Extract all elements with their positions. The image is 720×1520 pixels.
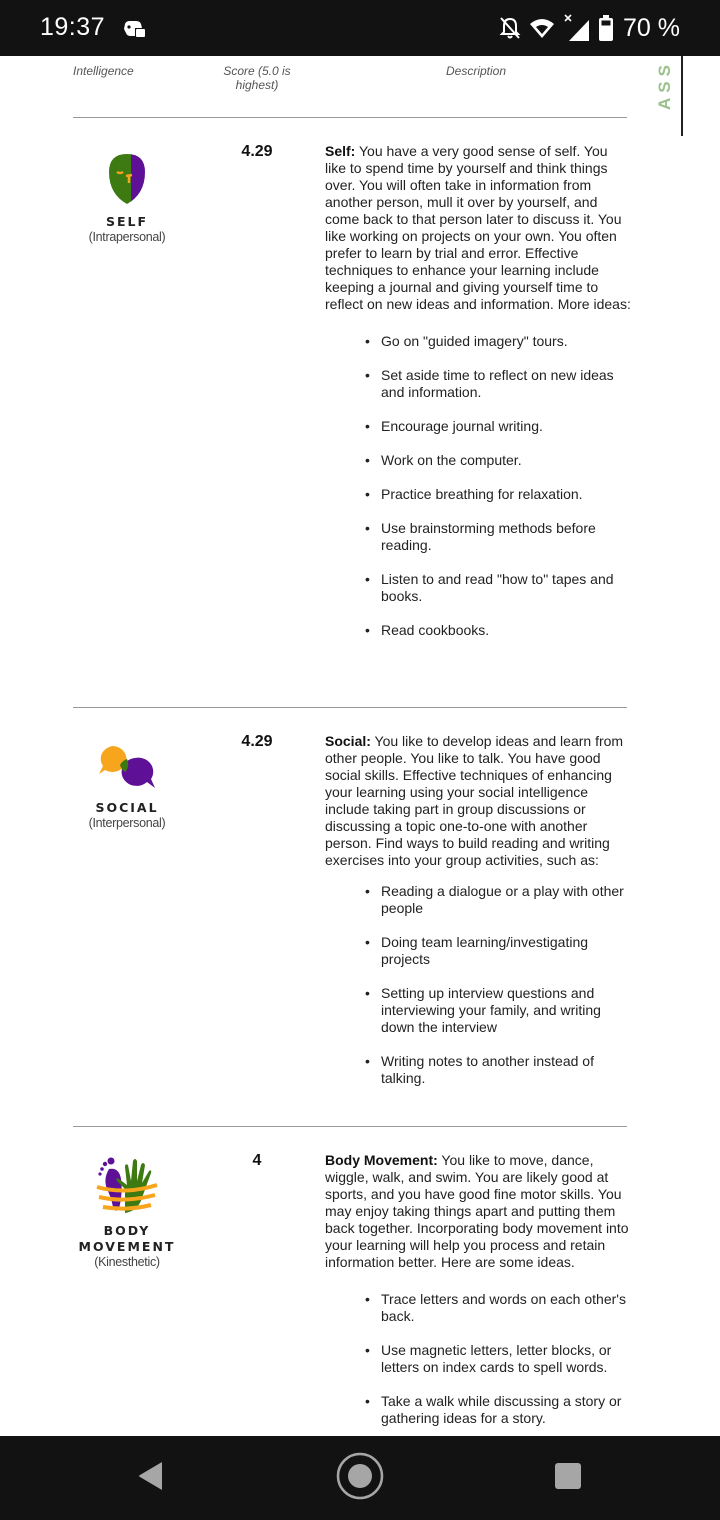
description-title: Body Movement:: [325, 1152, 438, 1168]
header-intelligence: Intelligence: [73, 64, 134, 78]
description-text: Self: You have a very good sense of self. You like to spend time by yourself and think things over. You will often take in information from another person, mull it over by yourself, and come back to that person later to discuss it. You like working on projects on your own. You often prefer to learn by trial and error. Effective techniques to enhance your learning include keeping a journal and giving yourself time to reflect on new ideas and information. More ideas:: [325, 143, 631, 312]
list-item: • Set aside time to reflect on new ideas and information.: [365, 367, 631, 401]
list-item: • Use magnetic letters, letter blocks, or letters on index cards to spell words.: [365, 1342, 631, 1376]
list-item: • Go on "guided imagery" tours.: [365, 333, 631, 350]
battery-icon: [599, 15, 613, 41]
intelligence-name: BODY MOVEMENT: [78, 1223, 176, 1254]
list-item: • Encourage journal writing.: [365, 418, 631, 435]
intelligence-subname: (Interpersonal): [88, 816, 166, 830]
mask-icon: [73, 152, 181, 206]
list-item: • Work on the computer.: [365, 452, 631, 469]
status-icons: [499, 12, 680, 44]
description-title: Self:: [325, 143, 356, 159]
status-time: 19:37: [40, 13, 106, 41]
list-item: • Use brainstorming methods before reading.: [365, 520, 631, 554]
ideas-list: [365, 1291, 631, 1427]
score-value: 4: [252, 1152, 262, 1169]
game-controller-icon: [122, 20, 146, 38]
bell-off-icon: [499, 16, 521, 40]
wifi-icon: [529, 17, 555, 39]
intelligence-name: SOCIAL: [95, 800, 159, 815]
intelligence-cell: [73, 744, 181, 830]
description-title: Social:: [325, 733, 371, 749]
signal-no-data-icon: [563, 14, 591, 42]
speech-bubbles-icon: [73, 744, 181, 792]
list-item: • Listen to and read "how to" tapes and books.: [365, 571, 631, 605]
navigation-bar: [0, 1436, 720, 1520]
list-item: • Take a walk while discussing a story or gathering ideas for a story.: [365, 1393, 631, 1427]
intelligence-cell: [73, 152, 181, 244]
list-item: • Read cookbooks.: [365, 622, 631, 639]
status-bar: [0, 0, 720, 56]
ideas-list: [365, 333, 631, 639]
intelligence-cell: [73, 1157, 181, 1269]
side-tab-label: ASS: [655, 60, 674, 110]
description-text: Body Movement: You like to move, dance, wiggle, walk, and swim. You are likely good at sports, and you have good fine motor skills. You may enjoy taking things apart and putting them back together. Incorporating body movement into your learning will help you process and retain information better. Here are some ideas.: [325, 1152, 629, 1270]
table-row-body-movement: [73, 1127, 627, 1436]
back-icon: [138, 1461, 164, 1496]
list-item: • Reading a dialogue or a play with other people: [365, 883, 631, 917]
home-icon: [335, 1451, 385, 1506]
back-button[interactable]: [126, 1456, 176, 1500]
description-cell: [325, 733, 631, 1104]
description-text: Social: You like to develop ideas and learn from other people. You like to talk. You have good social skills. Effective techniques of enhancing your learning using your social intelligence include taking part in group discussions or discussing a topic one-to-one with another person. Find ways to build reading and writing exercises into your group activities, such as:: [325, 733, 624, 868]
table-header: [73, 56, 627, 118]
home-button[interactable]: [335, 1456, 385, 1500]
table-row-social: [73, 708, 627, 1127]
intelligence-name: SELF: [105, 214, 149, 229]
header-score: Score (5.0 is highest): [223, 64, 291, 92]
intelligence-subname: (Kinesthetic): [94, 1255, 160, 1269]
description-cell: [325, 1152, 631, 1436]
battery-percent: 70 %: [623, 13, 680, 42]
recents-icon: [554, 1462, 582, 1495]
list-item: • Writing notes to another instead of talking.: [365, 1053, 631, 1087]
description-cell: [325, 143, 631, 656]
recents-button[interactable]: [543, 1456, 593, 1500]
ideas-list: [365, 883, 631, 1087]
intelligence-subname: (Intrapersonal): [88, 230, 166, 244]
score-value: 4.29: [241, 733, 273, 750]
score-value: 4.29: [241, 143, 273, 160]
page-content[interactable]: [0, 56, 720, 1436]
header-description: Description: [445, 64, 507, 78]
list-item: • Doing team learning/investigating projects: [365, 934, 631, 968]
side-tab[interactable]: [653, 56, 683, 136]
list-item: • Trace letters and words on each other's back.: [365, 1291, 631, 1325]
list-item: • Setting up interview questions and interviewing your family, and writing down the interview: [365, 985, 631, 1036]
table-row-self: [73, 118, 631, 708]
list-item: • Practice breathing for relaxation.: [365, 486, 631, 503]
foot-and-hand-icon: [73, 1157, 181, 1215]
